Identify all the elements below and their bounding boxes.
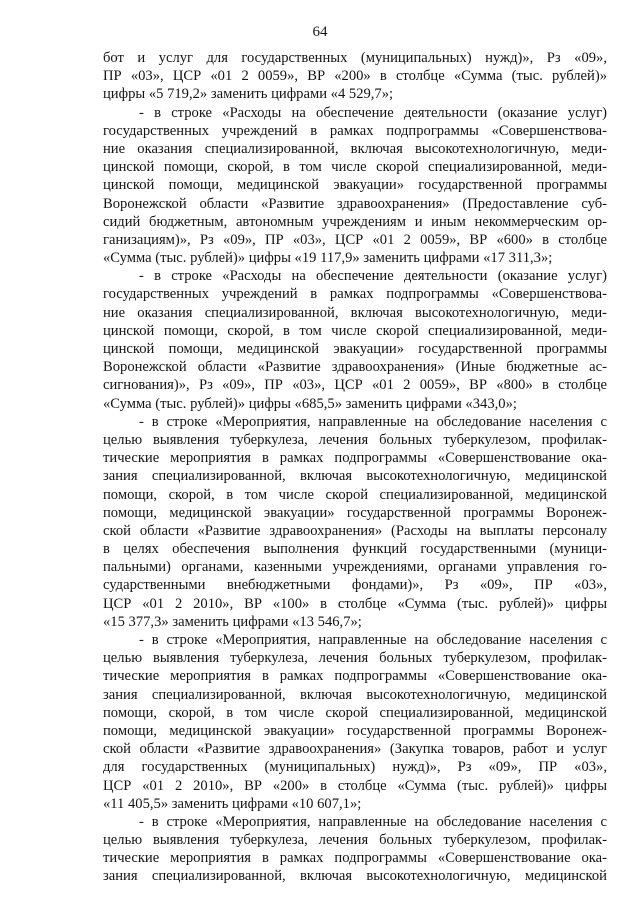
text-line: тические мероприятия в рамках подпрограммы «Совершенствование ока- [103,450,607,467]
paragraph [103,267,607,413]
text-line: зания специализированной, включая высокотехнологичную, медицинской [103,868,607,885]
text-line: зания специализированной, включая высокотехнологичную, медицинской [103,468,607,485]
text-line: ской области «Развитие здравоохранения» (Расходы на выплаты персоналу [103,522,607,539]
text-line: ской области «Развитие здравоохранения» (Закупка товаров, работ и услуг [103,741,607,758]
paragraph [103,813,607,886]
text-line: целью выявления туберкулеза, лечения больных туберкулезом, профилак- [103,650,607,667]
text-line: - в строке «Расходы на обеспечение деятельности (оказание услуг) [139,104,607,121]
text-line: пальными) органами, казенными учреждениями, органами управления го- [103,559,607,576]
text-line: - в строке «Мероприятия, направленные на обследование населения с [139,632,607,648]
text-line: Воронежской области «Развитие здравоохранения» (Иные бюджетные ас- [103,359,607,376]
text-line: «Сумма (тыс. рублей)» цифры «19 117,9» заменить цифрами «17 311,3»; [103,250,553,267]
text-line: цинской помощи, скорой, в том числе скорой специализированной, меди- [103,322,607,339]
text-line: ганизациям)», Рз «09», ПР «03», ЦСР «01 2 0059», ВР «600» в столбце [103,231,607,248]
text-line: сударственными внебюджетными фондами)», Рз «09», ПР «03», [103,577,607,594]
text-line: целью выявления туберкулеза, лечения больных туберкулезом, профилак- [103,832,607,849]
text-line: зания специализированной, включая высокотехнологичную, медицинской [103,686,607,703]
text-line: цифры «5 719,2» заменить цифрами «4 529,7»; [103,86,394,103]
paragraph [103,49,607,104]
text-line: бот и услуг для государственных (муниципальных) нужд)», Рз «09», [103,50,607,66]
text-line: тические мероприятия в рамках подпрограммы «Совершенствование ока- [103,668,607,685]
text-line: ПР «03», ЦСР «01 2 0059», ВР «200» в столбце «Сумма (тыс. рублей)» [103,68,607,85]
text-line: ние оказания специализированной, включая высокотехнологичную, меди- [103,140,607,157]
text-line: помощи, медицинской эвакуации» государственной программы Воронеж- [103,504,607,521]
text-line: цинской помощи, медицинской эвакуации» государственной программы [103,177,607,194]
text-line: - в строке «Расходы на обеспечение деятельности (оказание услуг) [139,268,607,285]
text-line: тические мероприятия в рамках подпрограммы «Совершенствование ока- [103,850,607,867]
text-line: «15 377,3» заменить цифрами «13 546,7»; [103,613,362,630]
paragraph [103,631,607,813]
text-line: сигнования)», Рз «09», ПР «03», ЦСР «01 2 0059», ВР «800» в столбце [103,377,607,394]
text-line: цинской помощи, скорой, в том числе скорой специализированной, меди- [103,159,607,176]
text-line: помощи, скорой, в том числе скорой специализированной, медицинской [103,486,607,503]
text-line: государственных учреждений в рамках подпрограммы «Совершенствова- [103,286,607,303]
paragraph [103,413,607,631]
text-line: в целях обеспечения выполнения функций государственными (муници- [103,541,607,558]
text-line: «Сумма (тыс. рублей)» цифры «685,5» заменить цифрами «343,0»; [103,395,517,412]
paragraph [103,104,607,268]
text-line: ЦСР «01 2 2010», ВР «100» в столбце «Сумма (тыс. рублей)» цифры [103,595,607,612]
text-line: ние оказания специализированной, включая высокотехнологичную, меди- [103,304,607,321]
text-line: помощи, скорой, в том числе скорой специализированной, медицинской [103,704,607,721]
text-line: - в строке «Мероприятия, направленные на обследование населения с [139,813,607,830]
text-line: государственных учреждений в рамках подпрограммы «Совершенствова- [103,122,607,139]
document-body [103,49,607,886]
text-line: - в строке «Мероприятия, направленные на обследование населения с [139,413,607,430]
text-line: Воронежской области «Развитие здравоохранения» (Предоставление суб- [103,195,607,212]
text-line: помощи, медицинской эвакуации» государственной программы Воронеж- [103,722,607,739]
text-line: для государственных (муниципальных) нужд)», Рз «09», ПР «03», [103,759,607,776]
text-line: «11 405,5» заменить цифрами «10 607,1»; [103,795,362,812]
page-number: 64 [312,24,328,40]
text-line: цинской помощи, медицинской эвакуации» государственной программы [103,341,607,357]
text-line: сидий бюджетным, автономным учреждениям и иным некоммерческим ор- [103,213,607,230]
text-line: ЦСР «01 2 2010», ВР «200» в столбце «Сумма (тыс. рублей)» цифры [103,777,607,794]
text-line: целью выявления туберкулеза, лечения больных туберкулезом, профилак- [103,431,607,448]
